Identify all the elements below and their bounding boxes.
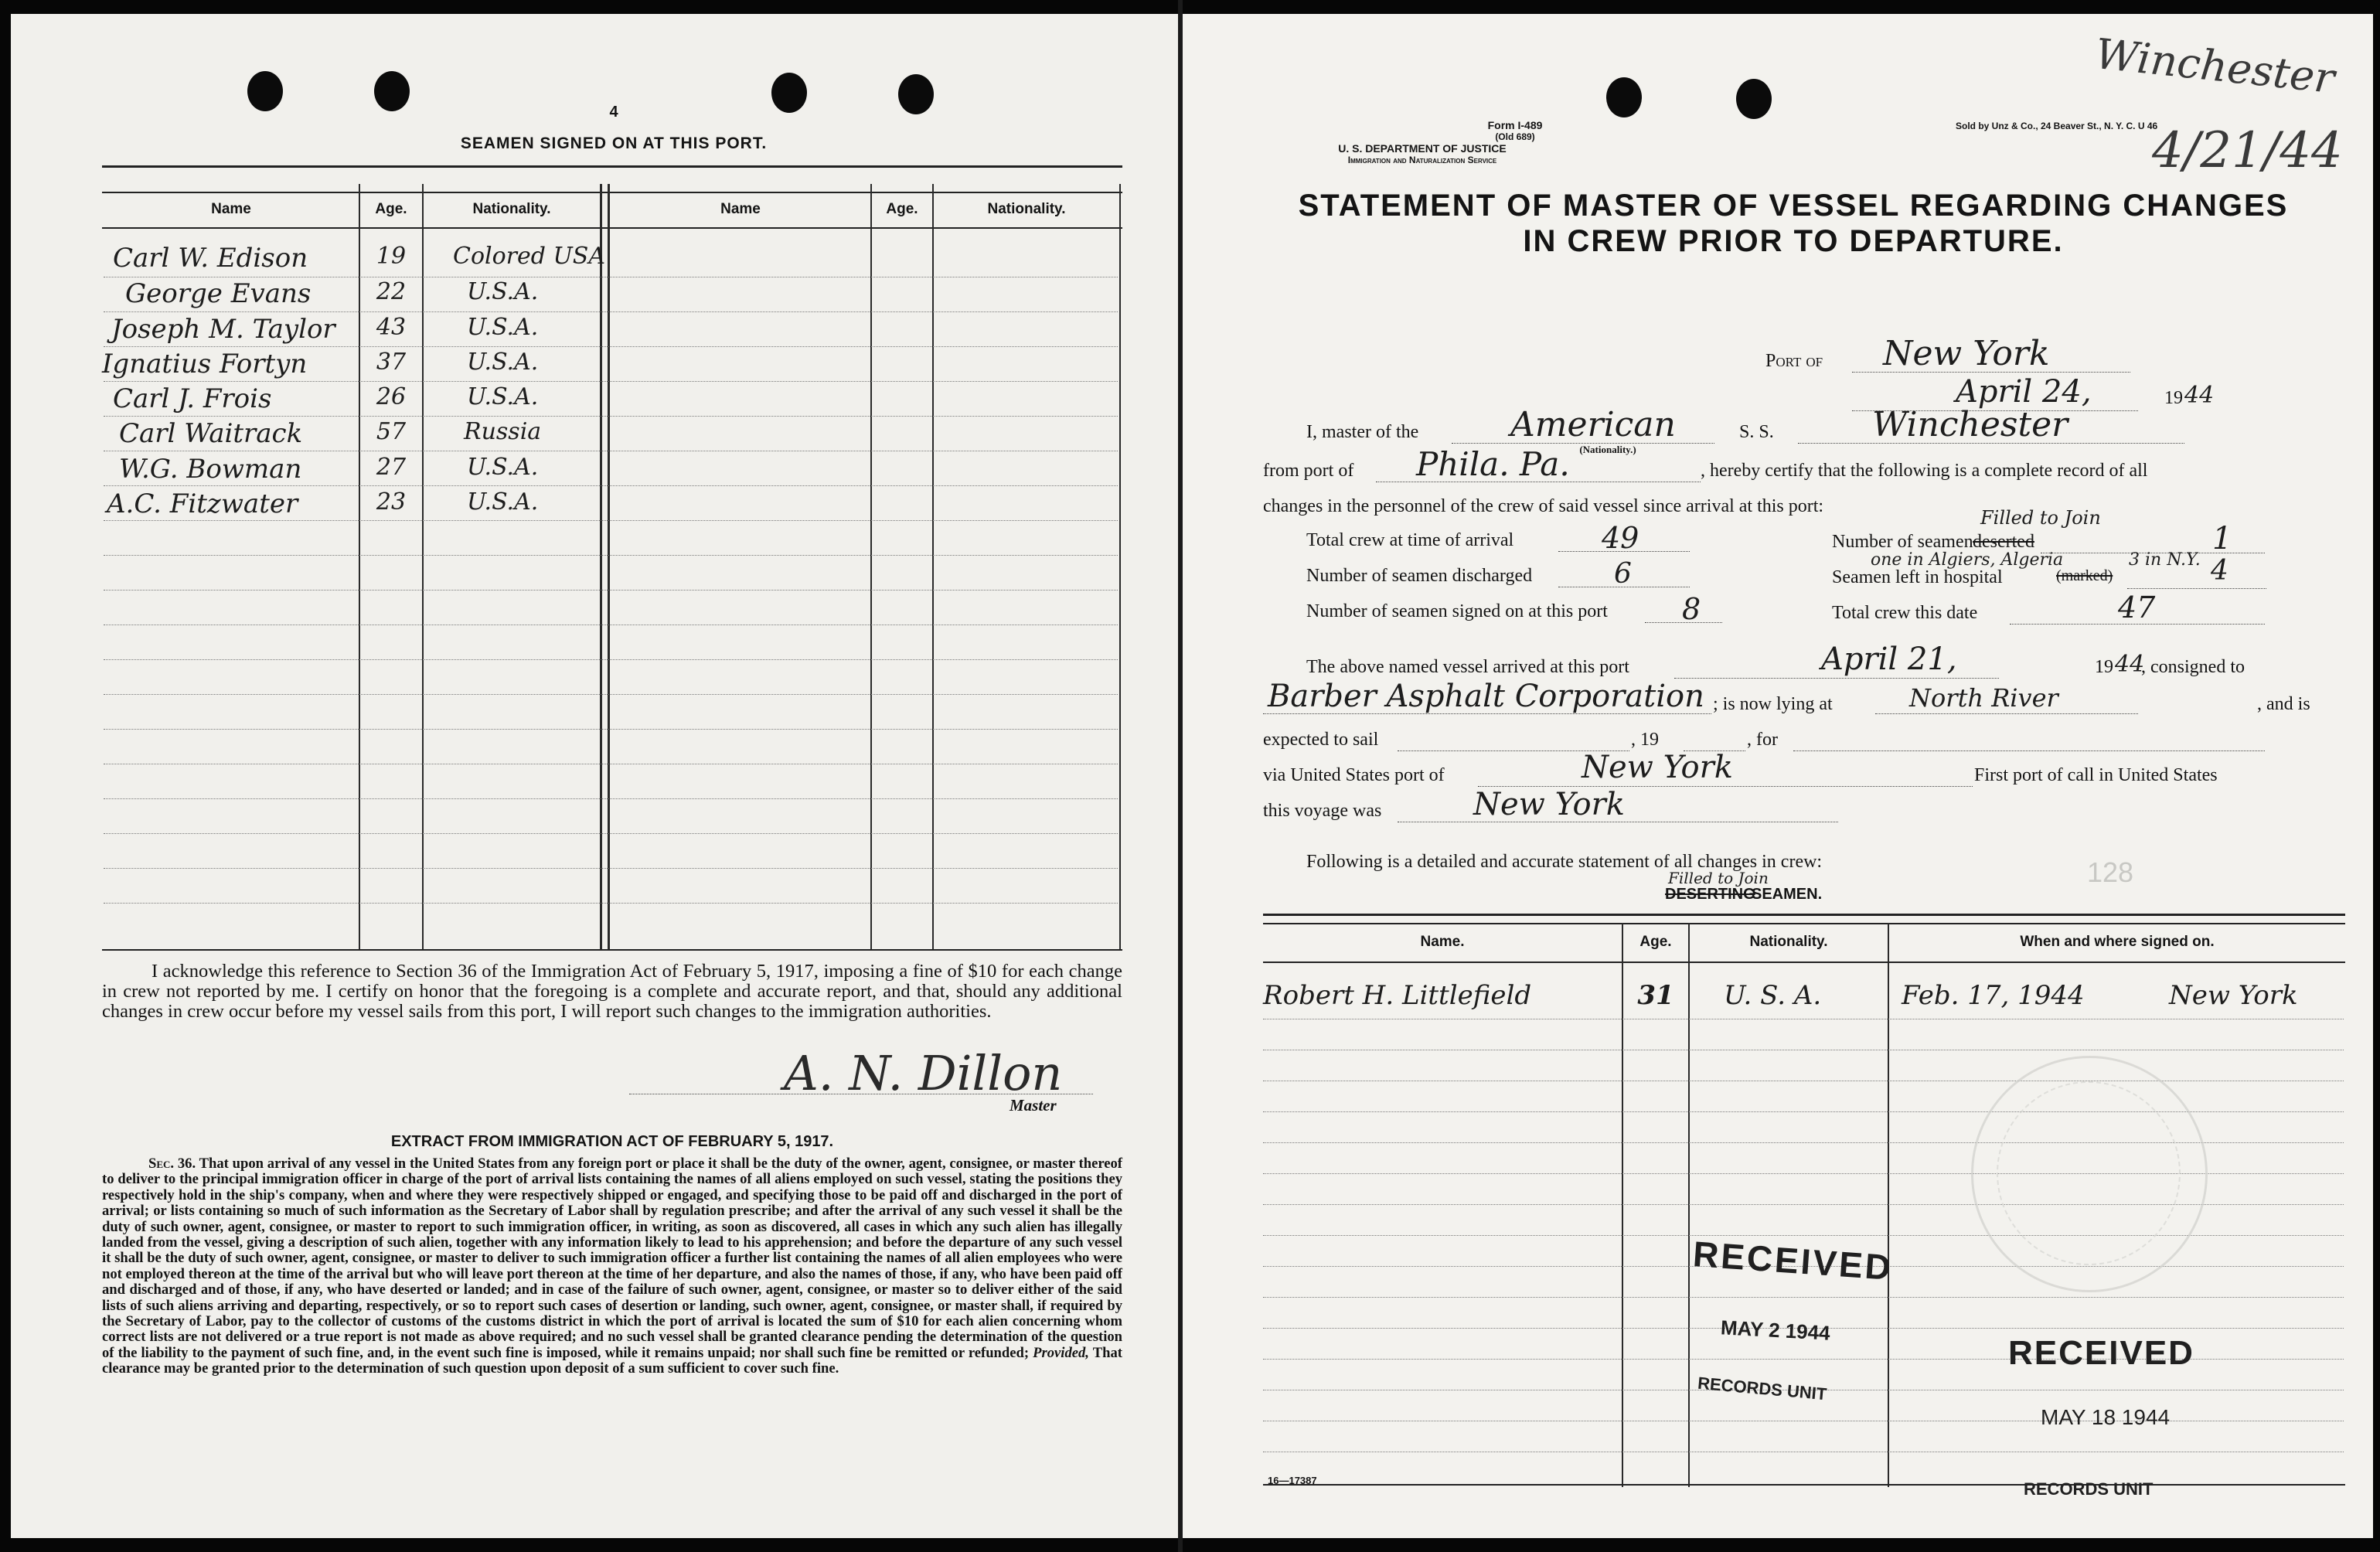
signed-on-label: Number of seamen signed on at this port xyxy=(1306,601,1608,621)
header-name: Name xyxy=(211,201,251,217)
certify-text: , hereby certify that the following is a complete record of all xyxy=(1701,461,2148,481)
and-is-label: , and is xyxy=(2257,694,2310,714)
rule xyxy=(102,227,1122,229)
crew-nationality: U.S.A. xyxy=(467,278,539,305)
consigned-label: , consigned to xyxy=(2141,657,2245,677)
change-nationality: U. S. A. xyxy=(1724,980,1822,1011)
received-stamp-1-unit: RECORDS UNIT xyxy=(1697,1373,1828,1404)
crew-name: Carl Waitrack xyxy=(119,418,303,449)
hospital-struck: (marked) xyxy=(2056,567,2113,584)
section-title: SEAMEN SIGNED ON AT THIS PORT. xyxy=(460,134,768,152)
year-value: 44 xyxy=(2184,382,2215,409)
rule xyxy=(1263,1484,2345,1486)
crew-age: 43 xyxy=(376,314,407,341)
category-struck: DESERTING xyxy=(1665,886,1755,903)
extract-body: That upon arrival of any vessel in the United States from any foreign port or place it shall be the duty of the owner, agent, consignee, or master thereof to deliver to the principal immigration officer in charge of the port of arrival lists containing the names of all aliens employed on such vessel, stating the positions they respectively hold in the ship's company, when and where they were respectively shipped or engaged, and specifying those to be paid off and discharged in the port of arrival; or lists containing so much of such information as the Secretary of Labor shall by regulation prescribe; and after the arrival of any such vessel it shall be the duty of such owner, agent, consignee, or master to report to such immigration officer, in writing, as soon as discovered, all cases in which any such alien has illegally landed from the vessel, giving a description of such alien, together with any information likely to lead to his apprehension; and before the departure of any such vessel it shall be the duty of such owner, agent, consignee, or master to deliver to such immigration officer a further list containing the names of all alien employees who were not employed thereon at the time of the arrival but who will leave port thereon at the time of her departure, and also the names of those, if any, who have been paid off and discharged and of those, if any, who have deserted or landed; and in case of the failure of such owner, agent, consignee, or master so to deliver either of the said lists of such aliens arriving and departing, respectively, or so to report such cases of desertion or landing, such owner, agent, consignee, or master shall, if required by the Secretary of Labor, pay to the collector of customs of the customs district in which the port of arrival is located the sum of $10 for each alien concerning whom correct lists are not delivered or a true report is not made as above required; and no such vessel shall be granted clearance pending the determination of the question of the liability to the payment of such fine, and, in the event such fine is imposed, while it remains unpaid; nor shall such fine be remitted or refunded; xyxy=(102,1155,1122,1361)
header-nationality: Nationality. xyxy=(472,201,551,217)
nationality-caption: (Nationality.) xyxy=(1579,444,1636,455)
crew-nationality: Colored USA xyxy=(453,243,606,270)
total-crew-arrival-value: 49 xyxy=(1602,521,1639,555)
hospital-note-2: 3 in N.Y. xyxy=(2129,550,2201,570)
crew-name: George Evans xyxy=(125,278,312,309)
column-divider xyxy=(870,184,872,949)
voyage-label: this voyage was xyxy=(1263,801,1382,821)
column-divider xyxy=(600,184,602,949)
change-name: Robert H. Littlefield xyxy=(1263,980,1532,1011)
seamen-deserted-label: Number of seamen xyxy=(1832,532,1973,552)
following-label: Following is a detailed and accurate statement of all changes in crew: xyxy=(1306,852,1823,872)
header-nationality-2: Nationality. xyxy=(987,201,1066,217)
arrived-date: April 21, xyxy=(1821,642,1957,677)
punch-hole xyxy=(1606,77,1642,117)
crew-nationality: U.S.A. xyxy=(467,454,539,481)
from-port-value: Phila. Pa. xyxy=(1416,445,1570,483)
lying-value: North River xyxy=(1909,683,2058,713)
rule xyxy=(102,165,1122,168)
seamen-deserted-value: 1 xyxy=(2212,521,2232,556)
rule xyxy=(102,192,1122,193)
punch-hole xyxy=(374,71,410,111)
column-divider xyxy=(608,184,610,949)
category-note: Filled to Join xyxy=(1668,869,1769,887)
form-number: Form I-489 xyxy=(1487,119,1543,131)
change-age: 31 xyxy=(1637,980,1674,1011)
statement-date: April 24, xyxy=(1956,374,2092,410)
punch-hole xyxy=(898,74,934,114)
crew-name: Joseph M. Taylor xyxy=(111,314,335,345)
column-divider xyxy=(932,184,934,949)
header-nationality: Nationality. xyxy=(1749,934,1828,950)
crew-nationality: U.S.A. xyxy=(467,314,539,341)
for-label: , for xyxy=(1747,730,1778,750)
seamen-deserted-struck: deserted xyxy=(1973,532,2034,552)
first-port-label: First port of call in United States xyxy=(1974,765,2218,785)
port-of-label: Port of xyxy=(1765,351,1823,371)
year-printed: 19 xyxy=(2164,388,2183,408)
rule xyxy=(1263,914,2345,916)
hospital-note: one in Algiers, Algeria xyxy=(1871,550,2064,570)
crew-nationality: U.S.A. xyxy=(467,383,539,410)
signed-on-value: 8 xyxy=(1682,592,1701,626)
column-divider xyxy=(1888,923,1889,1487)
changes-text: changes in the personnel of the crew of said vessel since arrival at this port: xyxy=(1263,496,1824,516)
crew-nationality: U.S.A. xyxy=(467,349,539,376)
received-stamp-1-date: MAY 2 1944 xyxy=(1720,1315,1831,1345)
crew-name: Ignatius Fortyn xyxy=(102,349,308,379)
punch-hole xyxy=(771,73,807,113)
crew-name: W.G. Bowman xyxy=(119,454,302,485)
crew-name: Carl W. Edison xyxy=(113,243,308,274)
crew-age: 57 xyxy=(376,418,407,445)
right-page xyxy=(1183,14,2373,1538)
hospital-label: Seamen left in hospital xyxy=(1832,567,2003,587)
rule xyxy=(1263,923,2345,924)
extract-text xyxy=(102,1156,1122,1377)
received-stamp-2-date: MAY 18 1944 xyxy=(2041,1405,2171,1429)
left-page xyxy=(11,14,1178,1538)
acknowledgement-text: I acknowledge this reference to Section 36 of the Immigration Act of February 5, 1917, imposing a fine of $10 for each change in crew not reported by me. I certify on honor that the foregoing is a complete and accurate report, and that, should any additional changes in crew occur before my vessel sails from this port, I will report such changes to the immigration authorities. xyxy=(102,961,1122,1022)
received-stamp-1-title: RECEIVED xyxy=(1691,1234,1895,1288)
column-divider xyxy=(1688,923,1690,1487)
round-stamp-mark xyxy=(1971,1056,2208,1292)
header-age-2: Age. xyxy=(886,201,918,217)
total-crew-arrival-label: Total crew at time of arrival xyxy=(1306,530,1514,550)
punch-hole xyxy=(1736,79,1772,119)
lying-label: ; is now lying at xyxy=(1713,694,1833,714)
rule xyxy=(1263,961,2345,963)
total-crew-date-label: Total crew this date xyxy=(1832,603,1978,623)
arrived-year-printed: 19 xyxy=(2095,657,2113,677)
consignee: Barber Asphalt Corporation xyxy=(1268,679,1704,714)
crew-name: A.C. Fitzwater xyxy=(107,488,298,519)
form-old: (Old 689) xyxy=(1495,131,1535,142)
header-age: Age. xyxy=(375,201,407,217)
page-number: 4 xyxy=(609,104,618,121)
received-stamp-2-title: RECEIVED xyxy=(2008,1334,2194,1372)
crew-nationality: Russia xyxy=(464,418,542,445)
from-port-label: from port of xyxy=(1263,461,1354,481)
form-title-line-1: STATEMENT OF MASTER OF VESSEL REGARDING CHANGES xyxy=(1298,189,2289,223)
arrived-year: 44 xyxy=(2115,651,2145,678)
expected-year-printed: , 19 xyxy=(1631,730,1659,750)
extract-end: That clearance may be granted prior to the determination of such question upon deposit of a sum sufficient to cover such fine. xyxy=(102,1344,1122,1377)
master-label: Master xyxy=(1010,1096,1057,1115)
expected-label: expected to sail xyxy=(1263,730,1379,750)
ship-name: Winchester xyxy=(1872,405,2068,444)
port-of-value: New York xyxy=(1883,334,2050,373)
extract-title: EXTRACT FROM IMMIGRATION ACT OF FEBRUARY 5, 1917. xyxy=(390,1133,834,1150)
hospital-value: 4 xyxy=(2211,555,2228,587)
extract-provided: Provided, xyxy=(1033,1344,1089,1361)
header-name: Name. xyxy=(1420,934,1465,950)
total-crew-date-value: 47 xyxy=(2118,591,2156,625)
header-name-2: Name xyxy=(720,201,761,217)
received-stamp-2-unit: RECORDS UNIT xyxy=(2024,1479,2154,1499)
header-age: Age. xyxy=(1639,934,1672,950)
voyage-value: New York xyxy=(1473,787,1625,822)
form-title-line-2: IN CREW PRIOR TO DEPARTURE. xyxy=(1523,224,2064,258)
master-signature: A. N. Dillon xyxy=(784,1045,1063,1101)
faint-number: 128 xyxy=(2087,856,2134,888)
crew-nationality: U.S.A. xyxy=(467,488,539,516)
crew-age: 26 xyxy=(376,383,407,410)
seamen-deserted-note: Filled to Join xyxy=(1980,507,2101,529)
change-signed-place: New York xyxy=(2169,980,2298,1011)
ss-label: S. S. xyxy=(1739,422,1774,442)
service: Immigration and Naturalization Service xyxy=(1347,155,1497,165)
crew-age: 19 xyxy=(376,243,407,270)
via-value: New York xyxy=(1582,750,1733,785)
punch-hole xyxy=(247,71,283,111)
master-of-label: I, master of the xyxy=(1306,422,1419,442)
extract-section: Sec. 36. xyxy=(148,1155,196,1172)
via-label: via United States port of xyxy=(1263,765,1445,785)
crew-age: 37 xyxy=(376,349,407,376)
arrived-label: The above named vessel arrived at this port xyxy=(1306,657,1629,677)
rule xyxy=(102,949,1122,951)
crew-age: 23 xyxy=(376,488,407,516)
header-signed-on: When and where signed on. xyxy=(2020,934,2215,950)
crew-age: 22 xyxy=(376,278,407,305)
seamen-discharged-value: 6 xyxy=(1614,558,1632,590)
nationality-value: American xyxy=(1510,405,1676,444)
department: U. S. DEPARTMENT OF JUSTICE xyxy=(1338,142,1507,155)
column-divider xyxy=(1119,184,1121,949)
change-signed-date: Feb. 17, 1944 xyxy=(1902,980,2085,1011)
footer-code: 16—17387 xyxy=(1268,1475,1317,1486)
column-divider xyxy=(422,184,424,949)
sold-by: Sold by Unz & Co., 24 Beaver St., N. Y. C. U 46 xyxy=(1956,121,2158,131)
handwritten-date-note: 4/21/44 xyxy=(2152,122,2343,179)
crew-age: 27 xyxy=(376,454,407,481)
handwritten-ship-note: Winchester xyxy=(2092,29,2337,104)
seamen-discharged-label: Number of seamen discharged xyxy=(1306,566,1533,586)
category-label: SEAMEN. xyxy=(1752,886,1823,903)
crew-name: Carl J. Frois xyxy=(113,383,272,414)
